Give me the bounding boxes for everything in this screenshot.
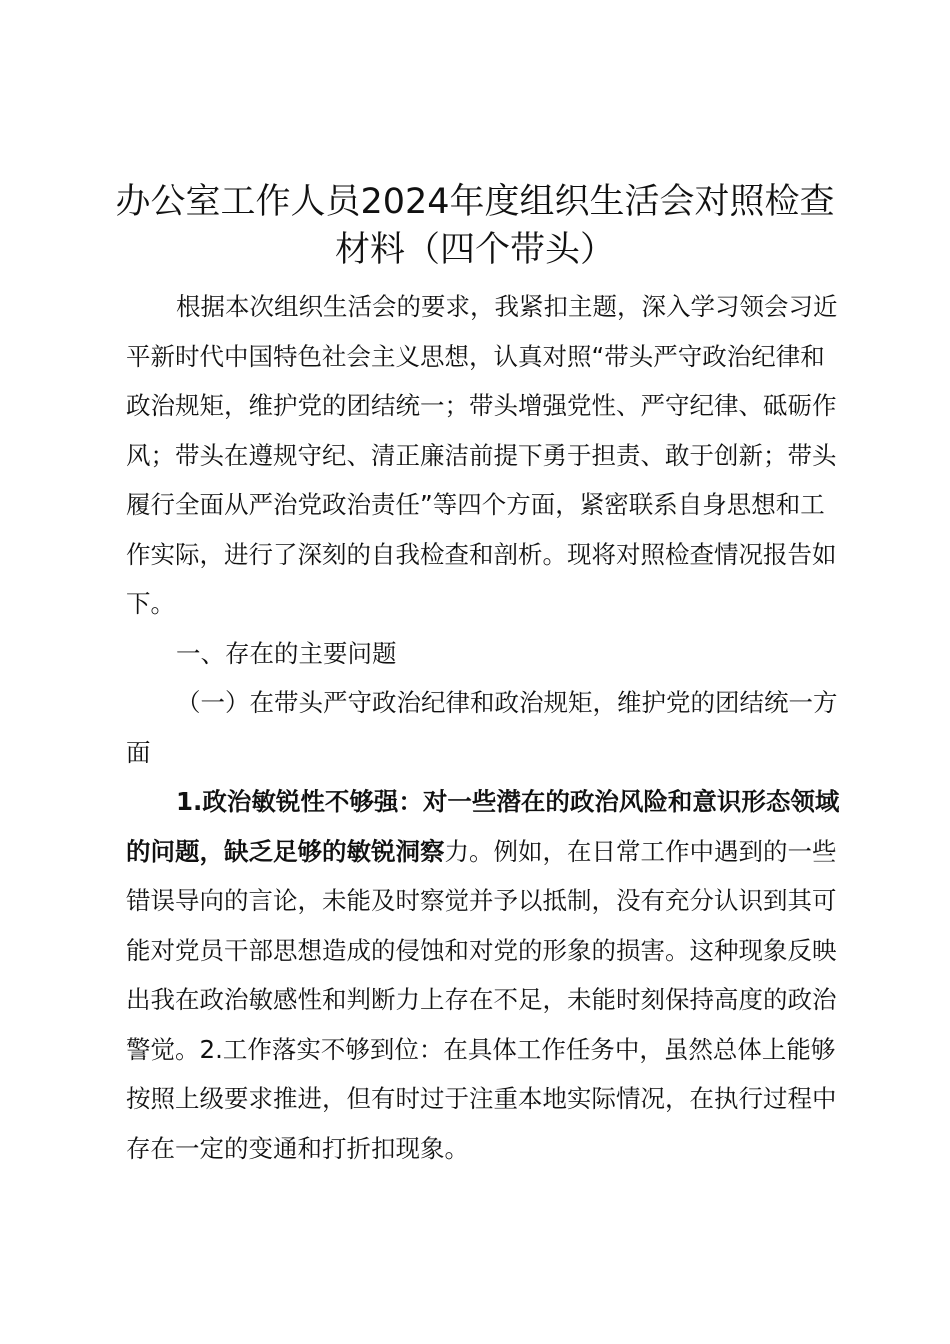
document-title: 办公室工作人员2024年度组织生活会对照检查材料（四个带头）	[115, 182, 835, 270]
subsection-heading: （一）在带头严守政治纪律和政治规矩，维护党的团结统一方面	[126, 688, 838, 767]
problem-lead: 1.政治敏锐性不够强：对一些潜在的政治风险和意识形态领域的问题，缺乏足够的敏锐洞察	[126, 787, 840, 866]
section-heading: 一、存在的主要问题	[176, 638, 397, 668]
intro-paragraph: 根据本次组织生活会的要求，我紧扣主题，深入学习领会习近平新时代中国特色社会主义思想，认真对照“带头严守政治纪律和政治规矩，维护党的团结统一；带头增强党性、严守纪律、砥砺作风；带头在遵规守纪、清正廉洁前提下勇于担责、敢于创新；带头履行全面从严治党政治责任”等四个方面，紧密联系自身思想和工作实际，进行了深刻的自我检查和剖析。现将对照检查情况报告如下。	[126, 292, 838, 618]
problem-detail: 力。例如，在日常工作中遇到的一些错误导向的言论，未能及时察觉并予以抵制，没有充分认识到其可能对党员干部思想造成的侵蚀和对党的形象的损害。这种现象反映出我在政治敏感性和判断力上存在不足，未能时刻保持高度的政治警觉。2.工作落实不够到位：在具体工作任务中，虽然总体上能够按照上级要求推进，但有时过于注重本地实际情况，在执行过程中存在一定的变通和打折扣现象。	[126, 836, 837, 1163]
document-body	[126, 282, 846, 1173]
problem-paragraph	[126, 777, 846, 1173]
